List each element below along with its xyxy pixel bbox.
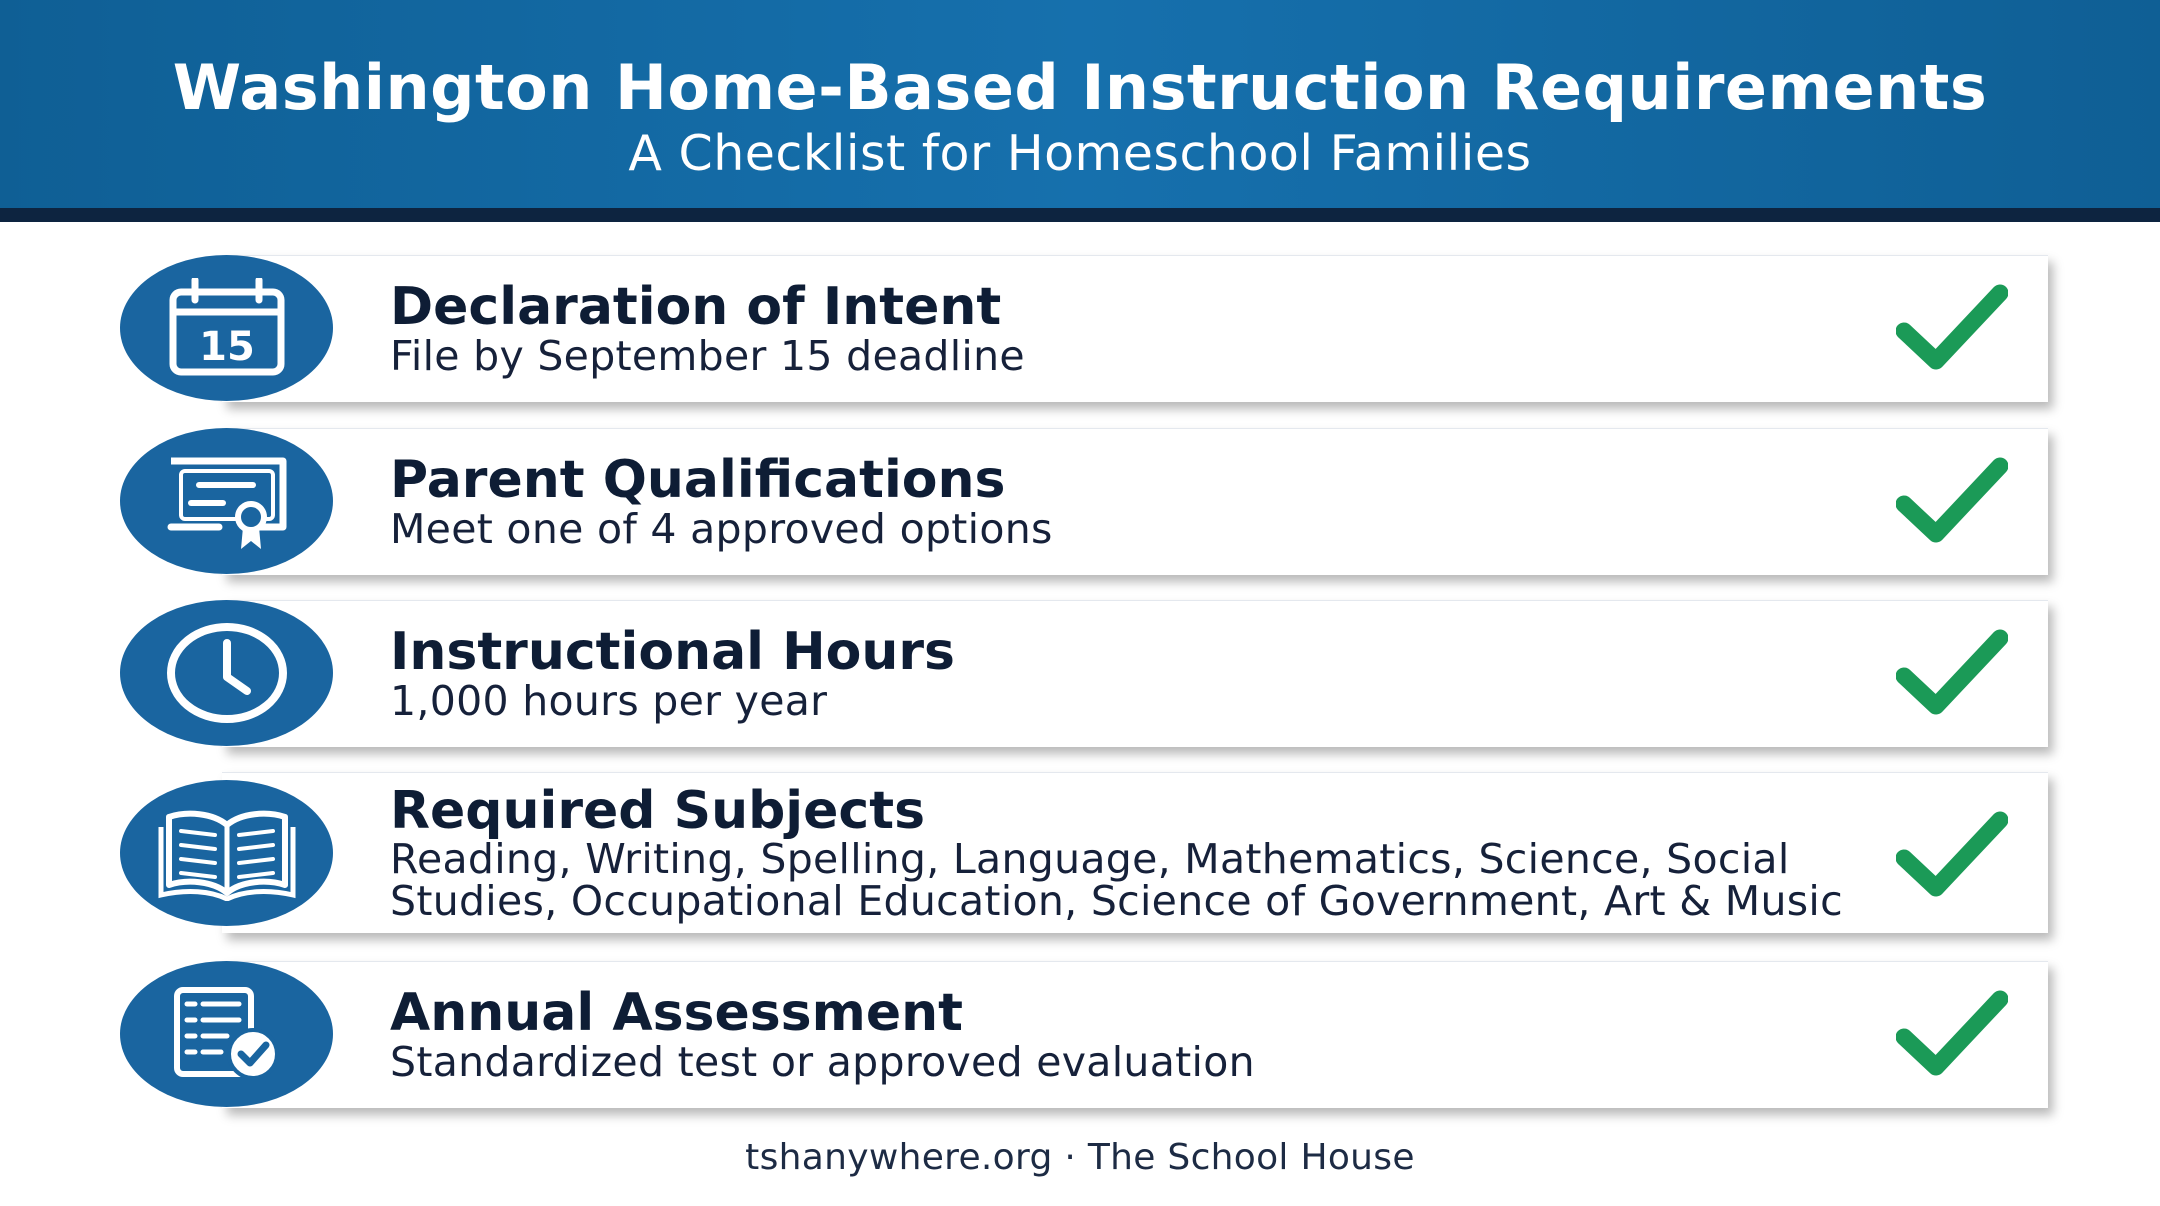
checklist-document-icon — [165, 982, 289, 1086]
footer-credit: tshanywhere.org · The School House — [745, 1137, 1415, 1178]
item-description: Standardized test or approved evaluation — [390, 1038, 1255, 1086]
item-description-line-1: Reading, Writing, Spelling, Language, Mathematics, Science, Social — [390, 835, 1790, 883]
icon-badge — [120, 428, 333, 574]
header-banner — [0, 0, 2160, 208]
page-title: Washington Home-Based Instruction Requirements — [172, 51, 1988, 124]
item-title: Instructional Hours — [390, 622, 955, 682]
calendar-icon-number: 15 — [198, 324, 255, 370]
calendar-icon — [165, 278, 289, 378]
item-description: Meet one of 4 approved options — [390, 505, 1053, 553]
item-title: Annual Assessment — [390, 983, 963, 1043]
check-icon — [1896, 456, 2008, 546]
certificate-icon — [161, 451, 293, 551]
item-description: 1,000 hours per year — [390, 677, 828, 725]
icon-badge — [120, 961, 333, 1107]
icon-badge — [120, 600, 333, 746]
item-title: Parent Qualifications — [390, 450, 1006, 510]
header-divider — [0, 208, 2160, 222]
page-subtitle: A Checklist for Homeschool Families — [628, 125, 1532, 182]
item-title: Required Subjects — [390, 781, 926, 841]
check-icon — [1896, 628, 2008, 718]
check-icon — [1896, 810, 2008, 900]
check-icon — [1896, 989, 2008, 1079]
clock-icon — [165, 621, 289, 725]
icon-badge — [120, 255, 333, 401]
item-description-line-2: Studies, Occupational Education, Science of Government, Art & Music — [390, 877, 1843, 925]
item-title: Declaration of Intent — [390, 277, 1002, 337]
open-book-icon — [157, 805, 297, 901]
check-icon — [1896, 283, 2008, 373]
icon-badge — [120, 780, 333, 926]
item-description: File by September 15 deadline — [390, 332, 1025, 380]
